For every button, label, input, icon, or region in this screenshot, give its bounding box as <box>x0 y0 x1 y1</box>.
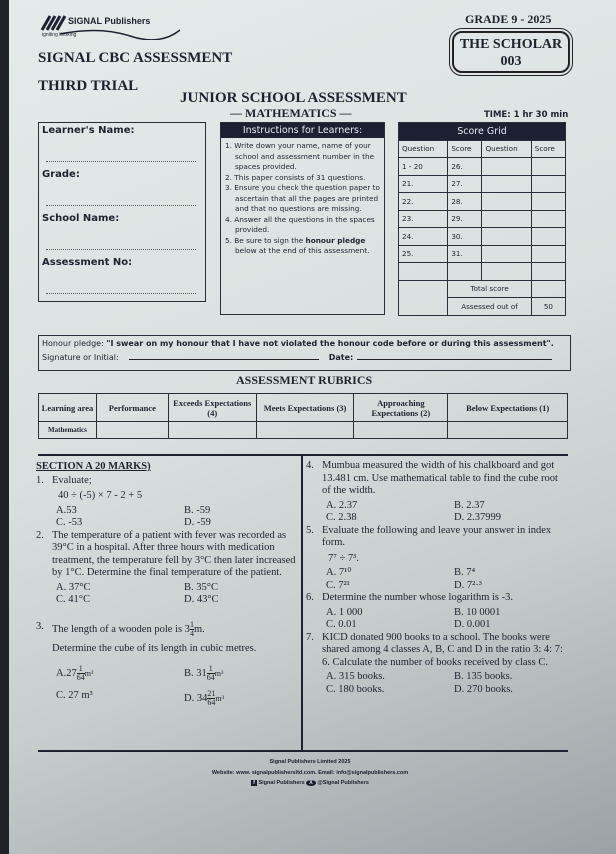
answer-option[interactable]: D. 43°C <box>184 594 219 605</box>
scholar-number: 003 <box>500 54 522 69</box>
answer-option[interactable]: B. 2.37 <box>454 499 485 511</box>
answer-option[interactable]: A. 37°C <box>56 581 91 593</box>
answer-option[interactable]: A. 315 books. <box>326 671 385 682</box>
photo-edge <box>0 0 9 854</box>
publisher-tagline: igniting thinking <box>42 32 77 38</box>
numerator: 1 <box>189 619 194 629</box>
answer-option[interactable]: B. 10 0001 <box>454 606 501 618</box>
numerator: 1 <box>208 664 213 673</box>
option-whole: D. 34 <box>184 692 208 704</box>
question-number: 1. <box>36 474 44 486</box>
option-whole: C. 27 m³ <box>56 690 93 701</box>
fraction <box>77 665 85 682</box>
grid-cell[interactable]: 28. <box>448 193 482 211</box>
option-unit: m³ <box>215 693 224 703</box>
question-1 <box>36 475 298 530</box>
grid-cell[interactable] <box>531 175 565 193</box>
footer-divider <box>38 750 568 752</box>
answer-option[interactable]: C. 0.01 <box>326 619 357 630</box>
denominator: 4 <box>189 628 194 638</box>
school-name-label: School Name: <box>42 213 120 224</box>
total-score-cell[interactable] <box>531 280 565 298</box>
grid-cell[interactable] <box>482 175 531 193</box>
answer-option[interactable]: B. 35°C <box>184 581 218 593</box>
options <box>322 671 568 696</box>
rubric-header: Exceeds Expectations (4) <box>168 394 256 422</box>
grid-row <box>399 158 566 176</box>
denominator: 64 <box>207 698 216 707</box>
grid-header: Question <box>482 140 531 158</box>
grade-field-label: Grade: <box>42 169 80 180</box>
answer-option[interactable]: D. 2.37999 <box>454 512 501 523</box>
answer-option[interactable]: B. 7⁴ <box>454 567 476 578</box>
grid-cell[interactable] <box>531 245 565 263</box>
instruction-item: 4. Answer all the questions in the spaces provided. <box>225 214 375 234</box>
question-text <box>52 475 298 488</box>
question-6 <box>306 592 568 632</box>
assessment-name: SIGNAL CBC ASSESSMENT <box>38 50 233 66</box>
grid-cell[interactable] <box>399 263 448 281</box>
question-expression: 40 ÷ (-5) × 7 - 2 + 5 <box>58 490 143 501</box>
section-title: SECTION A 20 MARKS) <box>36 461 151 472</box>
grid-cell[interactable] <box>482 228 531 246</box>
grid-cell[interactable]: 27. <box>448 175 482 193</box>
grid-cell[interactable] <box>531 263 565 281</box>
answer-option[interactable]: D. 7²·³ <box>454 579 482 591</box>
options <box>322 607 568 632</box>
question-text <box>322 525 568 550</box>
answer-option[interactable]: A.53 <box>56 504 77 516</box>
rubric-header: Approaching Expectations (2) <box>354 394 448 422</box>
question-stem: The temperature of a patient with fever was recorded as 39°C in a hospital. After three hours with medication treatment, the temperature fell by 3°C then later increased by 1°C. Determine the final temperature of the patient. <box>52 529 296 578</box>
question-text <box>322 632 568 670</box>
grade-field[interactable] <box>46 205 196 206</box>
rubrics-title: ASSESSMENT RUBRICS <box>236 373 373 387</box>
option-whole: B. 31 <box>184 667 207 679</box>
grid-cell[interactable]: 31. <box>448 245 482 263</box>
column-divider <box>301 455 303 751</box>
pledge-text: "I swear on my honour that I have not violated the honour code before or during this assessment". <box>106 339 554 348</box>
question-stem: The length of a wooden pole is 3 <box>52 623 190 635</box>
publisher-logo <box>40 12 180 40</box>
question-stem: Mumbua measured the width of his chalkboard and got 13.481 cm. Use mathematical table to find the cube root of the width. <box>322 460 558 496</box>
grid-cell[interactable]: 22. <box>399 193 448 211</box>
date-label: Date: <box>328 353 354 362</box>
grid-cell[interactable]: 30. <box>448 228 482 246</box>
section-divider <box>38 454 568 456</box>
question-stem: Evaluate the following and leave your answer in index form. <box>322 524 552 548</box>
learner-name-label: Learner's Name: <box>42 125 135 136</box>
rubric-cell[interactable] <box>256 422 354 439</box>
grid-row <box>399 175 566 193</box>
question-7 <box>306 632 568 697</box>
rubric-learning-area: Mathematics <box>39 422 97 439</box>
answer-option[interactable] <box>180 665 298 682</box>
grid-header: Score <box>531 140 565 158</box>
answer-option[interactable] <box>180 690 298 707</box>
question-stem: KICD donated 900 books to a school. The books were shared among 4 classes A, B, C and D in the ratio 3: 4: 7: 6. Calculate the number of books received by class C. <box>322 631 563 668</box>
question-number: 3. <box>36 620 44 632</box>
footer-company: Signal Publishers Limited 2025 <box>269 759 351 765</box>
instructions-title: Instructions for Learners: <box>221 123 384 138</box>
footer-x-handle: @Signal Publishers <box>317 780 369 786</box>
footer <box>150 759 470 786</box>
grid-row <box>399 228 566 246</box>
grid-cell[interactable] <box>531 193 565 211</box>
publisher-name: SIGNAL Publishers <box>68 16 151 26</box>
rubric-cell[interactable] <box>354 422 448 439</box>
grid-cell[interactable] <box>482 210 531 228</box>
grid-cell[interactable]: 26. <box>448 158 482 176</box>
signature-label: Signature or Initial: <box>42 353 119 362</box>
answer-option[interactable]: C. 41°C <box>56 594 90 605</box>
question-3 <box>36 621 298 708</box>
question-4 <box>306 460 568 525</box>
learner-name-field[interactable] <box>46 161 196 162</box>
grid-cell[interactable] <box>448 263 482 281</box>
footer-contact: Website: www. signalpublishersltd.com. Email: info@signalpublishers.com <box>211 770 409 776</box>
instruction-item: 1. Write down your name, name of your school and assessment number in the spaces provided. <box>225 141 375 171</box>
grid-cell[interactable] <box>482 263 531 281</box>
scholar-badge <box>452 31 570 73</box>
questions-right-column <box>306 460 568 696</box>
grid-row <box>399 263 566 281</box>
question-text <box>52 530 298 580</box>
fraction <box>207 665 215 682</box>
question-unit: m. <box>193 623 205 635</box>
question-number: 4. <box>306 460 314 471</box>
option-unit: m³ <box>84 668 94 678</box>
subject-title: — MATHEMATICS — <box>230 106 352 120</box>
answer-option[interactable]: D. 270 books. <box>454 683 513 695</box>
question-text <box>322 592 568 605</box>
instructions-box <box>220 122 385 315</box>
numerator: 21 <box>207 689 216 698</box>
answer-option[interactable]: A. 7¹⁰ <box>326 567 352 578</box>
answer-option[interactable]: A. 1 000 <box>326 606 363 618</box>
grid-cell[interactable] <box>482 193 531 211</box>
question-stem: Evaluate; <box>52 474 92 486</box>
options <box>52 505 298 530</box>
rubric-cell[interactable] <box>168 422 256 439</box>
answer-option[interactable] <box>52 665 180 682</box>
answer-option[interactable]: C. 180 books. <box>326 683 385 695</box>
trial-label: THIRD TRIAL <box>38 78 139 94</box>
question-2 <box>36 530 298 607</box>
answer-option[interactable]: D. -59 <box>184 517 211 528</box>
assessed-out-of-label: Assessed out of <box>448 298 531 316</box>
answer-option[interactable]: C. -53 <box>56 517 83 528</box>
answer-option[interactable]: B. -59 <box>184 504 211 516</box>
question-stem: Determine the number whose logarithm is -3. <box>322 592 513 603</box>
date-field[interactable] <box>357 359 552 360</box>
question-5 <box>306 525 568 593</box>
answer-option[interactable]: D. 0.001 <box>454 619 491 630</box>
grade-label: GRADE 9 - 2025 <box>465 12 552 26</box>
question-number: 7. <box>306 631 314 643</box>
rubric-cell[interactable] <box>96 422 168 439</box>
options <box>52 582 298 607</box>
learner-details-box <box>38 122 206 302</box>
rubric-header: Below Expectations (1) <box>448 394 568 422</box>
grid-cell[interactable]: 24. <box>399 228 448 246</box>
facebook-icon: f <box>253 780 255 786</box>
question-number: 6. <box>306 592 314 603</box>
rubric-cell[interactable] <box>448 422 568 439</box>
scholar-title: THE SCHOLAR <box>459 37 563 52</box>
grid-cell[interactable] <box>531 158 565 176</box>
options <box>322 500 568 525</box>
grid-blank <box>399 280 448 315</box>
question-text <box>322 460 568 498</box>
rubric-header: Performance <box>96 394 168 422</box>
pledge-label: Honour pledge: <box>42 339 104 348</box>
honour-pledge-box <box>38 335 571 371</box>
grid-row <box>399 210 566 228</box>
grid-header: Score <box>448 140 482 158</box>
rubric-header: Meets Expectations (3) <box>256 394 354 422</box>
denominator: 64 <box>206 673 215 682</box>
honour-pledge-emphasis: honour pledge <box>305 235 366 245</box>
options <box>322 567 568 592</box>
grid-cell[interactable]: 29. <box>448 210 482 228</box>
option-whole: A.27 <box>56 667 77 679</box>
grid-row <box>399 245 566 263</box>
denominator: 64 <box>76 673 85 682</box>
instruction-item: 2. This paper consists of 31 questions. <box>225 172 366 182</box>
question-text-cont: Determine the cube of its length in cubic metres. <box>52 642 257 654</box>
answer-option[interactable]: B. 135 books. <box>454 671 513 682</box>
grid-cell[interactable] <box>482 158 531 176</box>
grid-cell[interactable]: 25. <box>399 245 448 263</box>
footer-facebook: Signal Publishers <box>258 780 305 786</box>
time-label: TIME: 1 hr 30 min <box>484 110 569 120</box>
grid-cell[interactable]: 21. <box>399 175 448 193</box>
total-score-label: Total score <box>448 280 531 298</box>
grid-row <box>399 193 566 211</box>
question-expression: 7⁷ ÷ 7³. <box>328 552 359 564</box>
question-number: 2. <box>36 529 44 541</box>
instruction-item: 3. Ensure you check the question paper to ascertain that all the pages are printed and that no questions are missing. <box>225 183 381 213</box>
question-number: 5. <box>306 524 314 536</box>
assessment-no-label: Assessment No: <box>42 257 133 268</box>
x-icon: X <box>306 780 316 786</box>
answer-option[interactable] <box>52 690 180 707</box>
assessment-no-field[interactable] <box>46 293 196 294</box>
answer-option[interactable]: A. 2.37 <box>326 499 358 511</box>
score-grid-title: Score Grid <box>399 123 566 141</box>
grid-cell[interactable] <box>531 210 565 228</box>
page-title: JUNIOR SCHOOL ASSESSMENT <box>180 90 407 106</box>
options <box>52 665 298 707</box>
grid-cell[interactable] <box>482 245 531 263</box>
questions-left-column <box>36 461 298 707</box>
numerator: 1 <box>78 664 83 673</box>
instruction-item: 5. Be sure to sign the honour pledge below at the end of this assessment. <box>225 235 370 255</box>
answer-option[interactable]: C. 2.38 <box>326 512 357 523</box>
rubrics-table <box>38 393 568 439</box>
answer-option[interactable]: C. 7²¹ <box>326 579 350 591</box>
grid-cell[interactable]: 1 - 20 <box>399 158 448 176</box>
school-name-field[interactable] <box>46 249 196 250</box>
assessed-out-of-value: 50 <box>531 298 565 316</box>
grid-cell[interactable] <box>531 228 565 246</box>
rubric-header: Learning area <box>39 394 97 422</box>
grid-cell[interactable]: 23. <box>399 210 448 228</box>
question-text <box>52 621 298 638</box>
signature-field[interactable] <box>129 359 319 360</box>
grid-header: Question <box>399 140 448 158</box>
score-grid <box>398 122 566 316</box>
option-unit: m³ <box>214 668 224 678</box>
